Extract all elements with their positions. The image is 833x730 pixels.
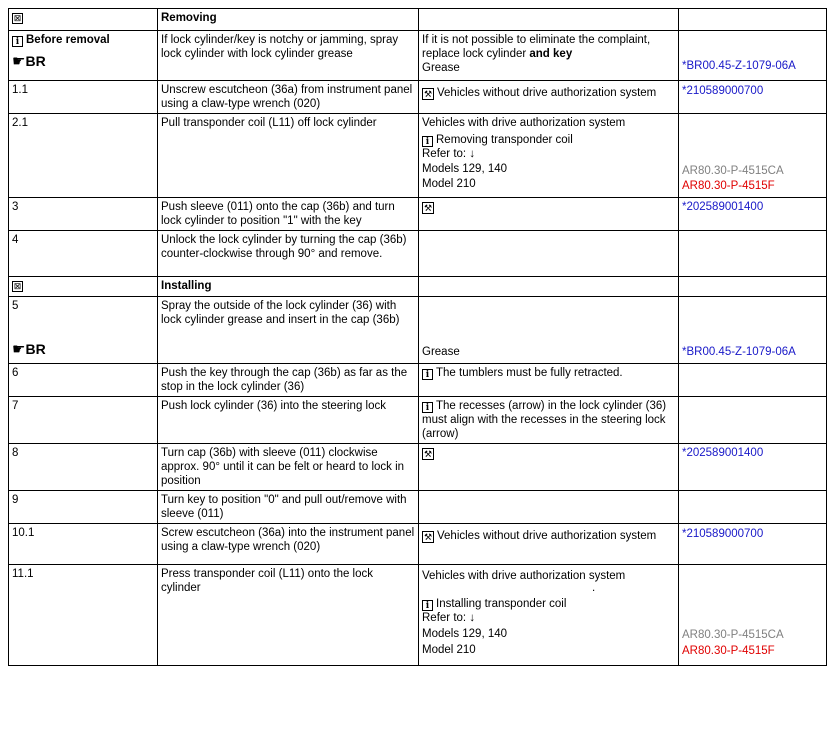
refer-label: Refer to: [422,148,467,160]
tool-ref-link[interactable]: *202589001400 [679,198,827,231]
step-text: Turn cap (36b) with sleeve (011) clockwise approx. 90° until it can be felt or heard to lock in position [158,444,419,491]
step-number: 9 [9,491,158,524]
section-symbol-icon: ⊠ [13,281,22,291]
step-text: If lock cylinder/key is notchy or jamming, spray lock cylinder with lock cylinder grease [158,31,419,81]
table-row [9,491,827,524]
step-number: 5 [12,300,19,312]
info-icon: i [12,36,23,47]
section-row-installing [9,277,827,297]
note-text: The tumblers must be fully retracted. [436,367,623,379]
note-title: Vehicles with drive authorization system [422,117,626,129]
note-text: If it is not possible to eliminate the complaint, replace lock cylinder [422,34,651,60]
grease-ref-link[interactable]: *BR00.45-Z-1079-06A [682,346,796,358]
note-info: Removing transponder coil [436,134,573,146]
step-text: Spray the outside of the lock cylinder (36) with lock cylinder grease and insert in the cap (36b) [158,297,419,364]
grease-label: Grease [422,346,460,358]
section-heading-removing: Removing [158,9,419,31]
before-removal-label: Before removal [26,34,110,46]
table-row [9,198,827,231]
model-label: Models 129, 140 [422,628,508,640]
special-tool-icon: ⚒ [423,449,433,459]
step-number: 1.1 [9,81,158,114]
step-text: Push the key through the cap (36b) as far as the stop in the lock cylinder (36) [158,364,419,397]
note-info: Installing transponder coil [436,598,567,610]
table-row [9,231,827,277]
table-row [9,81,827,114]
procedure-table [8,8,827,666]
info-icon: i [422,600,433,611]
step-text: Pull transponder coil (L11) off lock cylinder [158,114,419,198]
pointing-hand-icon: ☛ [12,340,26,358]
step-number: 7 [9,397,158,444]
grease-label: Grease [422,62,460,74]
info-icon: i [422,136,433,147]
model-label: Model 210 [422,178,476,190]
step-number: 10.1 [9,524,158,565]
table-row [9,524,827,565]
tool-ref-link[interactable]: *202589001400 [679,444,827,491]
step-number: 4 [9,231,158,277]
step-number: 11.1 [9,565,158,666]
section-row-removing [9,9,827,31]
doc-ref-link[interactable]: AR80.30-P-4515CA [682,629,784,641]
model-label: Model 210 [422,644,476,656]
step-text: Screw escutcheon (36a) into the instrument panel using a claw-type wrench (020) [158,524,419,565]
table-row [9,364,827,397]
note-text: Vehicles without drive authorization system [437,530,657,542]
doc-ref-link[interactable]: AR80.30-P-4515F [682,180,775,192]
tool-ref-link[interactable]: *210589000700 [682,85,764,97]
refer-label: Refer to: [422,612,467,624]
step-text: Unscrew escutcheon (36a) from instrument panel using a claw-type wrench (020) [158,81,419,114]
arrow-down-icon: ↓ [469,612,476,624]
note-dot: . [592,582,596,594]
grease-ref-link[interactable]: *BR00.45-Z-1079-06A [682,60,796,72]
tool-ref-link[interactable]: *210589000700 [682,528,764,540]
step-text: Turn key to position "0" and pull out/remove with sleeve (011) [158,491,419,524]
model-label: Models 129, 140 [422,163,508,175]
table-row [9,444,827,491]
step-number: 2.1 [9,114,158,198]
table-row-before-removal [9,31,827,81]
step-text: Push sleeve (011) onto the cap (36b) and turn lock cylinder to position "1" with the key [158,198,419,231]
note-text: Vehicles without drive authorization system [437,87,657,99]
step-number: 8 [9,444,158,491]
table-row [9,397,827,444]
section-heading-installing: Installing [158,277,419,297]
step-text: Press transponder coil (L11) onto the lock cylinder [158,565,419,666]
step-text: Push lock cylinder (36) into the steering lock [158,397,419,444]
note-title: Vehicles with drive authorization system [422,570,626,582]
arrow-down-icon: ↓ [469,148,476,160]
br-label: BR [25,53,46,69]
doc-ref-link[interactable]: AR80.30-P-4515F [682,645,775,657]
note-text: The recesses (arrow) in the lock cylinder (36) must align with the recesses in the steering lock (arrow) [422,400,667,440]
table-row [9,114,827,198]
section-symbol-icon: ⊠ [13,13,22,23]
pointing-hand-icon: ☛ [12,52,26,70]
info-icon: i [422,402,433,413]
special-tool-icon: ⚒ [423,532,433,542]
table-row [9,297,827,364]
note-bold: and key [529,48,573,60]
doc-ref-link[interactable]: AR80.30-P-4515CA [682,165,784,177]
table-row [9,565,827,666]
special-tool-icon: ⚒ [423,203,433,213]
info-icon: i [422,369,433,380]
br-label: BR [25,341,46,357]
special-tool-icon: ⚒ [423,89,433,99]
step-number: 3 [9,198,158,231]
step-text: Unlock the lock cylinder by turning the cap (36b) counter-clockwise through 90° and remove. [158,231,419,277]
step-number: 6 [9,364,158,397]
